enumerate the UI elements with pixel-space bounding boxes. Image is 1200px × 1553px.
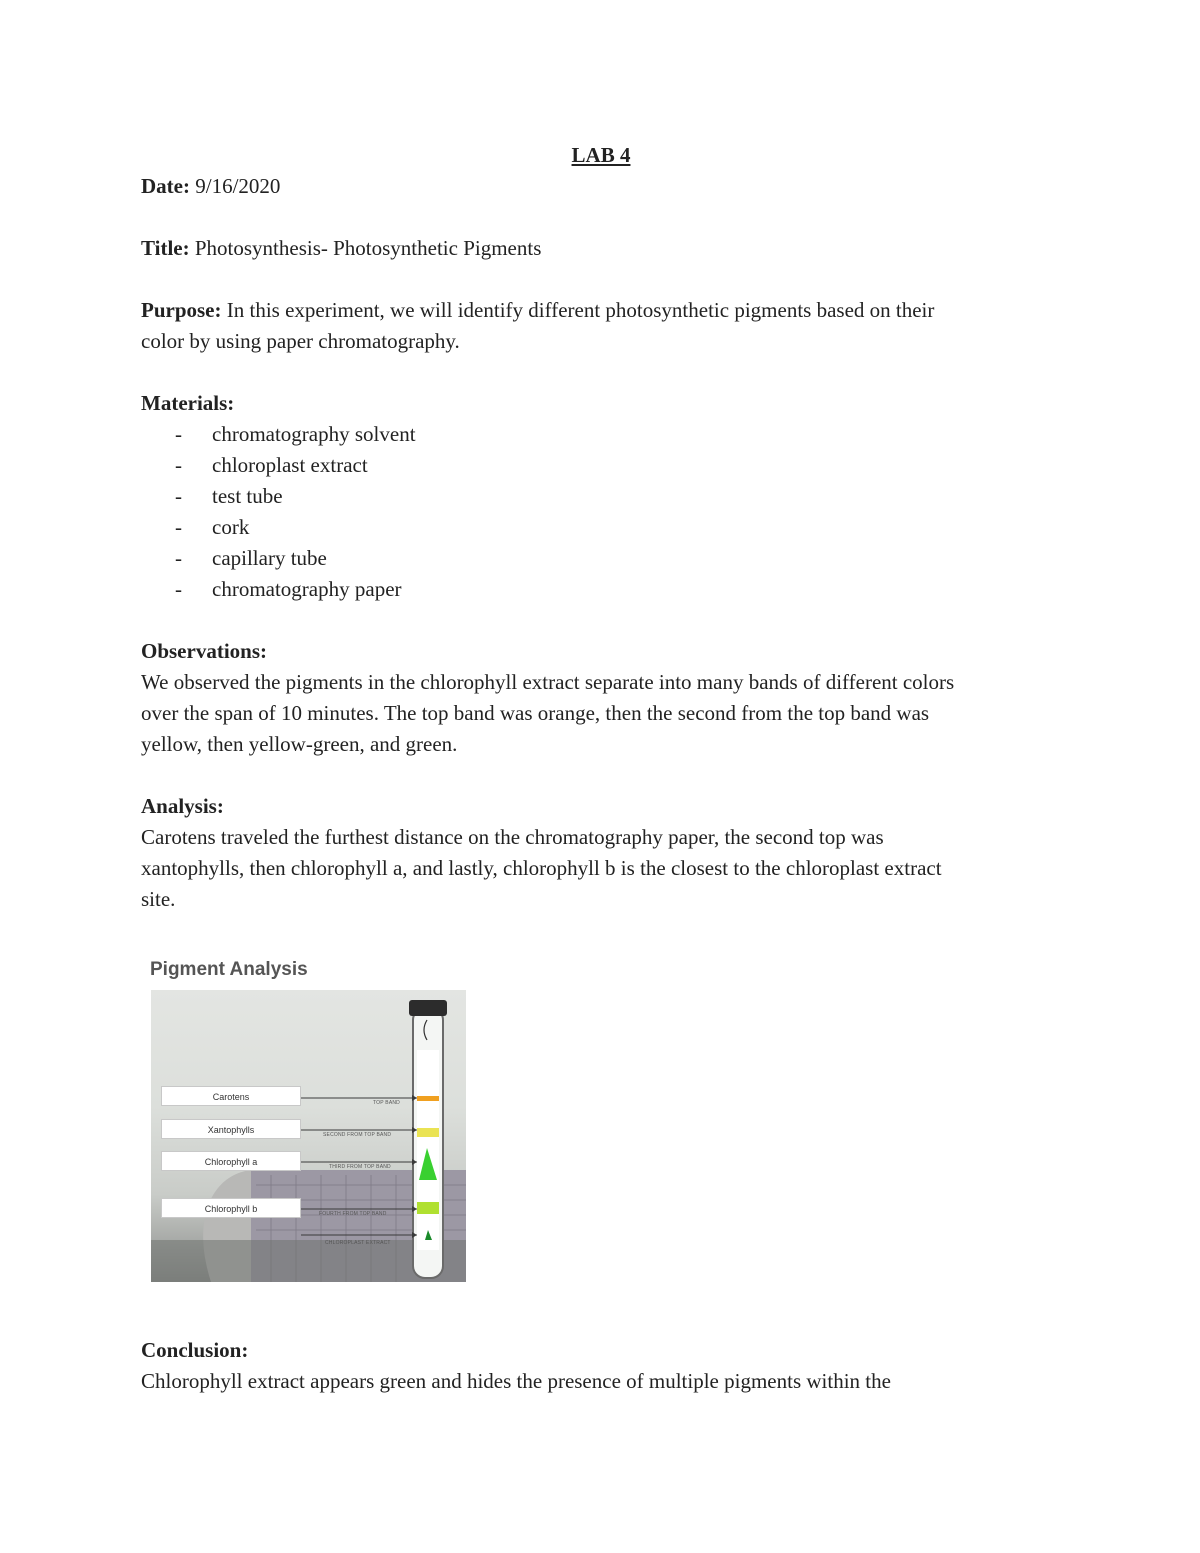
purpose-line-2: color by using paper chromatography. xyxy=(141,329,460,353)
conclusion-section xyxy=(141,1335,1061,1397)
observations-line-2: over the span of 10 minutes. The top band was orange, then the second from the top band was xyxy=(141,701,930,725)
date-label: Date: xyxy=(141,174,190,198)
document-title: LAB 4 xyxy=(571,143,631,167)
dash-bullet: - xyxy=(175,515,182,539)
dash-bullet: - xyxy=(175,546,182,570)
yellow-band xyxy=(417,1128,439,1137)
band-label-top: TOP BAND xyxy=(373,1100,400,1106)
analysis-section xyxy=(141,791,1061,915)
chromatography-paper xyxy=(417,1050,439,1250)
label-chlorophyll-b[interactable]: Chlorophyll b xyxy=(161,1198,301,1218)
material-item: chromatography solvent xyxy=(212,422,416,446)
list-item xyxy=(141,481,1061,512)
conclusion-label: Conclusion: xyxy=(141,1338,249,1362)
date-line xyxy=(141,171,1061,202)
figure-title: Pigment Analysis xyxy=(150,959,308,980)
list-item xyxy=(141,543,1061,574)
material-item: test tube xyxy=(212,484,283,508)
material-item: capillary tube xyxy=(212,546,327,570)
orange-band xyxy=(417,1096,439,1101)
document-page xyxy=(141,140,1061,915)
band-label-second: SECOND FROM TOP BAND xyxy=(323,1132,392,1138)
materials-label: Materials: xyxy=(141,391,235,415)
pigment-analysis-figure xyxy=(150,956,470,1286)
band-label-extract: CHLOROPLAST EXTRACT xyxy=(325,1240,391,1246)
date-value: 9/16/2020 xyxy=(195,174,281,198)
materials-heading xyxy=(141,388,1061,419)
material-item: chloroplast extract xyxy=(212,453,368,477)
observations-line-1: We observed the pigments in the chlorophyll extract separate into many bands of different colors xyxy=(141,670,955,694)
list-item xyxy=(141,450,1061,481)
analysis-label: Analysis: xyxy=(141,794,224,818)
purpose-line-1: In this experiment, we will identify different photosynthetic pigments based on their xyxy=(226,298,935,322)
title-line xyxy=(141,233,1061,264)
purpose-section xyxy=(141,295,1061,357)
material-item: cork xyxy=(212,515,250,539)
materials-list xyxy=(141,419,1061,605)
material-item: chromatography paper xyxy=(212,577,402,601)
label-chlorophyll-a[interactable]: Chlorophyll a xyxy=(161,1151,301,1171)
observations-label: Observations: xyxy=(141,639,267,663)
dash-bullet: - xyxy=(175,422,182,446)
purpose-label: Purpose: xyxy=(141,298,222,322)
title-value: Photosynthesis- Photosynthetic Pigments xyxy=(194,236,542,260)
conclusion-line-1: Chlorophyll extract appears green and hides the presence of multiple pigments within the xyxy=(141,1369,891,1393)
yellow-green-band xyxy=(417,1202,439,1214)
dash-bullet: - xyxy=(175,453,182,477)
chromatography-illustration xyxy=(151,990,466,1282)
analysis-line-3: site. xyxy=(141,887,176,911)
list-item xyxy=(141,419,1061,450)
label-carotens[interactable]: Carotens xyxy=(161,1086,301,1106)
analysis-line-2: xantophylls, then chlorophyll a, and lastly, chlorophyll b is the closest to the chloroplast extract xyxy=(141,856,942,880)
dash-bullet: - xyxy=(175,577,182,601)
observations-section xyxy=(141,636,1061,760)
band-label-fourth: FOURTH FROM TOP BAND xyxy=(319,1211,387,1217)
title-label: Title: xyxy=(141,236,190,260)
list-item xyxy=(141,574,1061,605)
dash-bullet: - xyxy=(175,484,182,508)
observations-line-3: yellow, then yellow-green, and green. xyxy=(141,732,458,756)
list-item xyxy=(141,512,1061,543)
label-xantophylls[interactable]: Xantophylls xyxy=(161,1119,301,1139)
analysis-line-1: Carotens traveled the furthest distance on the chromatography paper, the second top was xyxy=(141,825,884,849)
conclusion-block xyxy=(141,1335,1061,1397)
band-label-third: THIRD FROM TOP BAND xyxy=(329,1164,391,1170)
cork xyxy=(409,1000,447,1016)
